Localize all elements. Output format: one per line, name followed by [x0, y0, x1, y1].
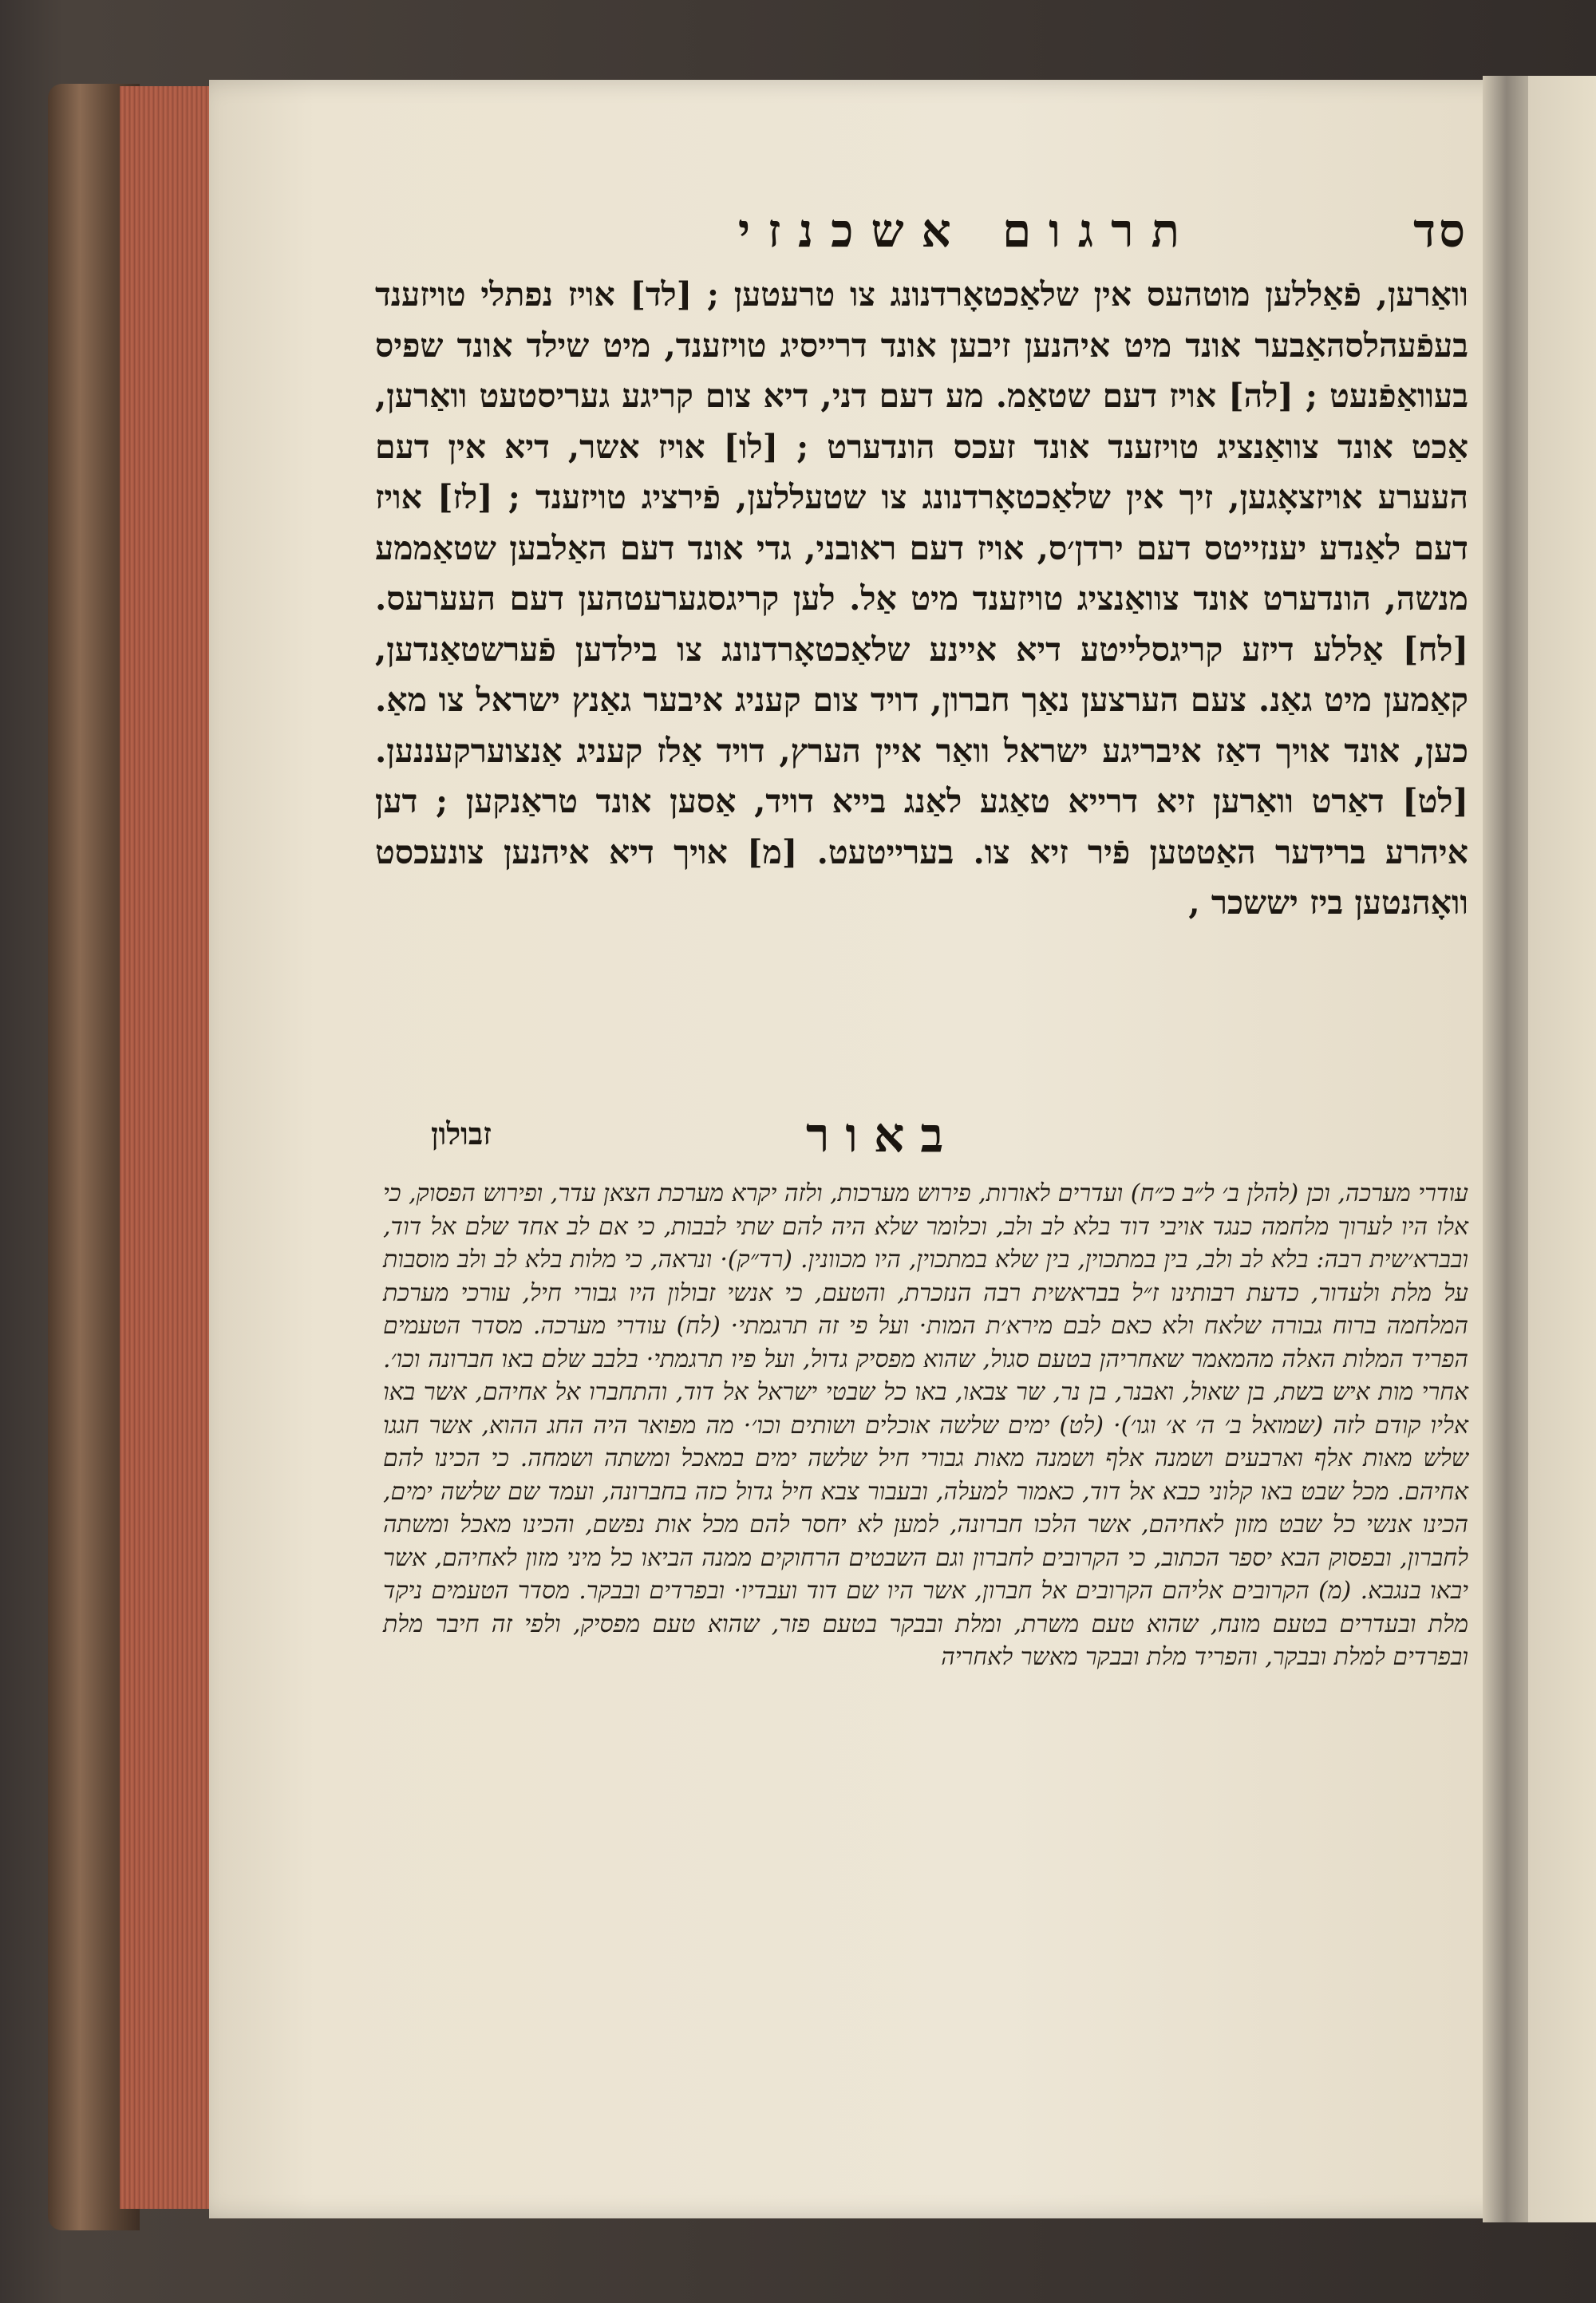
running-head	[375, 203, 1468, 271]
page-title: תרגום אשכנזי	[737, 203, 1197, 258]
page-edges	[120, 86, 215, 2209]
commentary-heading: באור	[806, 1108, 960, 1163]
catchword: זבולון	[431, 1116, 492, 1152]
facing-page	[1528, 76, 1596, 2222]
commentary-text: עודרי מערכה, וכן (להלן ב׳ ל״ב כ״ח) ועדרים לאורות, פירוש מערכות, ולזה יקרא מערכת הצאן עדר, ופירוש הפסוק, כי אלו היו לערוך מלחמה כנגד אויבי דוד בלא לב ולב, וכלומר שלא היה להם שתי לבבות, כי אם לב אחד שלם אל דוד, ובברא׳שית רבה: בלא לב ולב, בין במתכוין, בין שלא במתכוין, היו מכוונין. (רד״ק)· ונראה, כי מלות בלא לב ולב מוסבות על מלת ולעדור, כדעת רבותינו ז״ל בבראשית רבה הנזכרת, והטעם, כי אנשי זבולון היו גבורי חיל, עורכי מערכת המלחמה ברוח גבורה שלאח ולא כאם לבם מירא׳ת המות· ועל פי זה תרגמתי· (לח) עודרי מערכה. מסדר הטעמים הפריד המלות האלה מהמאמר שאחריהן בטעם סגול, שהוא מפסיק גדול, ועל פיו תרגמתי· בלבב שלם באו חברונה וכו׳. אחרי מות איש בשת, בן שאול, ואבנר, בן נר, שר צבאו, באו כל שבטי ישראל אל דוד, והתחברו אל אחיהם, אשר באו אליו קודם לזה (שמואל ב׳ ה׳ א׳ וגו׳)· (לט) ימים שלשה אוכלים ושותים וכו׳· מה מפואר היה החג ההוא, אשר חגגו שלש מאות אלף וארבעים ושמנה אלף ושמנה מאות גבורי חיל שלשה ימים במאכל ומשתה ושמחה. כי הכינו להם אחיהם. מכל שבט באו קלוני כבא אל דוד, כאמור למעלה, ובעבור צבא חיל גדול כזה בחברונה, ועמד שם שלשה ימים, הכינו אנשי כל שבט מזון לאחיהם, אשר הלכו חברונה, למען לא יחסר להם מכל אות נפשם, והכינו מאכל ומשתה לחברון, ובפסוק הבא יספר הכתוב, כי הקרובים לחברון וגם השבטים הרחוקים ממנה הביאו כל מיני מזון לאחיהם, אשר יבאו בנגבא. (מ) הקרובים אליהם הקרובים אל חברון, אשר היו שם דוד ועבדיו· ובפרדים ובבקר. מסדר הטעמים ניקד מלת ובעדרים בטעם מונח, שהוא טעם משרת, ומלת ובבקר בטעם פזר, שהוא טעם מפסיק, ולפי זה חיבר מלת ובפרדים למלת ובבקר, והפריד מלת ובבקר מאשר לאחריה	[383, 1179, 1468, 1671]
book-gutter	[1483, 76, 1531, 2222]
page-number: סד	[1413, 203, 1468, 258]
translation-text: וואַרען, פֿאַללען מוטהעס אין שלאַכטאָרדנונג צו טרעטען ; [לד] אויז נפתלי טויזענד בעפֿעהלסהאַבער אונד מיט איהנען זיבען אונד דרייסיג טויזענד, מיט שילד אונד שפיס בעוואַפֿנעט ; [לה] אויז דעם שטאַמ. מע דעם דני, דיא צום קריגע געריסטעט וואַרען, אַכט אונד צוואַנציג טויזענד אונד זעכס הונדערט ; [לו] אויז אשר, דיא אין דעם העערע אויזצאָגען, זיך אין שלאַכטאָרדנונג צו שטעללען, פֿירציג טויזענד ; [לז] אויז דעם לאַנדע יענזייטס דעם ירדן׳ס, אויז דעם ראובני, גדי אונד דעם האַלבען שטאַממע מנשה, הונדערט אונד צוואַנציג טויזענד מיט אַל. לען קריגסגערעטהען דעם העערעס. [לח] אַללע דיזע קריגסלייטע דיא איינע שלאַכטאָרדנונג צו בילדען פֿערשטאַנדען, קאַמען מיט גאַנ. צעם הערצען נאַך חברון, דויד צום קעניג איבער גאַנץ ישראל צו מאַ. כען, אונד אויך דאַז איבריגע ישראל וואַר איין הערץ, דויד אַלז קעניג אַנצוערקעננען. [לט] דאַרט וואַרען זיא דרייא טאַגע לאַנג בייא דויד, אַסען אונד טראַנקען ; דען איהרע ברידער האַטטען פֿיר זיא צו. בערייטעט. [מ] אויך דיא איהנען צונעכסט וואָהנטען ביז יששכר ,	[375, 275, 1468, 922]
